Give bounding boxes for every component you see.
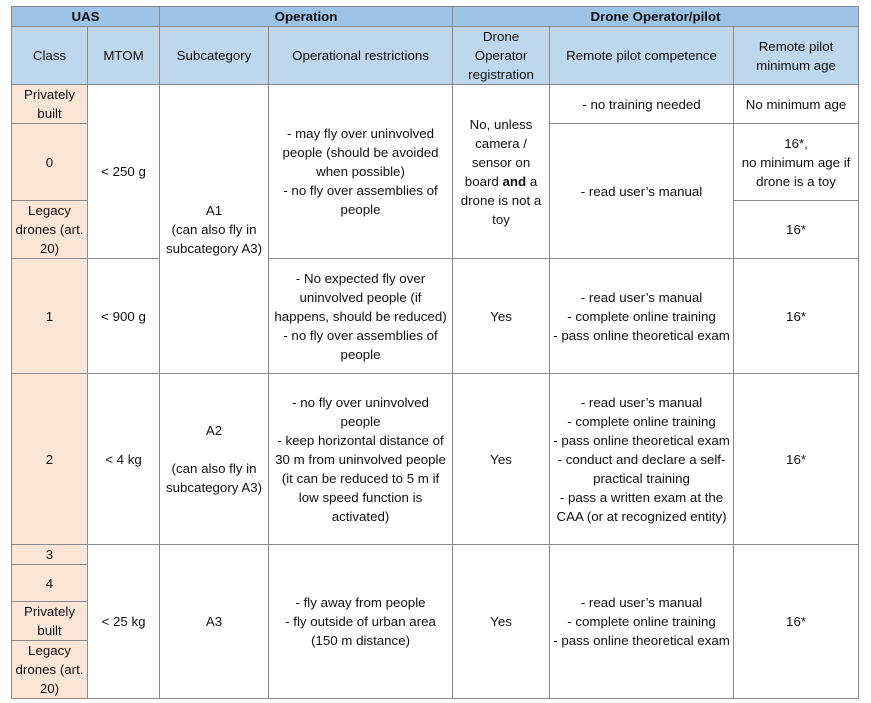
registration-cell-c2: Yes	[453, 374, 550, 545]
mtom-cell-900g: < 900 g	[88, 259, 160, 374]
min-age-cell-c2: 16*	[734, 374, 859, 545]
restriction-line: - No expected fly over uninvolved people (if happens, should be reduced)	[274, 270, 447, 324]
competence-line: - pass online theoretical exam	[553, 633, 730, 648]
header-restrictions: Operational restrictions	[269, 27, 453, 85]
min-age-cell-c0	[734, 124, 859, 201]
competence-line: - read user’s manual	[580, 289, 703, 305]
class-cell-legacy-2: Legacy drones (art. 20)	[12, 641, 88, 699]
registration-bold: and	[502, 173, 527, 189]
restriction-line: - no fly over assemblies of people	[283, 183, 438, 217]
competence-line: - pass online theoretical exam	[553, 432, 730, 448]
competence-line: - conduct and declare a self-practical training	[557, 451, 726, 486]
competence-line: - pass a written exam at the CAA (or at recognized entity)	[556, 489, 727, 524]
subcategory-cell-a3: A3	[160, 545, 269, 699]
competence-line: - pass online theoretical exam	[553, 327, 730, 343]
class-cell-3: 3	[12, 545, 88, 565]
mtom-cell-25kg: < 25 kg	[88, 545, 160, 699]
subcategory-cell-a2	[160, 374, 269, 545]
restriction-line: - no fly over uninvolved people	[292, 394, 429, 429]
group-header-operation: Operation	[160, 7, 453, 27]
class-cell-0: 0	[12, 124, 88, 201]
header-mtom: MTOM	[88, 27, 160, 85]
header-competence: Remote pilot competence	[550, 27, 734, 85]
competence-line: - read user’s manual	[580, 595, 703, 610]
restrictions-cell-a1-c1	[269, 259, 453, 374]
registration-text: a drone is not a toy	[460, 173, 542, 227]
restrictions-cell-a1-small	[269, 85, 453, 259]
competence-line: - complete online training	[567, 308, 716, 324]
header-registration: Drone Operator registration	[453, 27, 550, 85]
competence-line: - complete online training	[567, 614, 716, 629]
mtom-cell-250g: < 250 g	[88, 85, 160, 259]
competence-line: - complete online training	[567, 413, 716, 429]
competence-cell-c1	[550, 259, 734, 374]
competence-cell-c2	[550, 374, 734, 545]
min-age-cell-c3: 16*	[734, 545, 859, 699]
min-age-cell-privately-built: No minimum age	[734, 85, 859, 124]
class-cell-4: 4	[12, 565, 88, 602]
restrictions-cell-a3	[269, 545, 453, 699]
registration-cell-small	[453, 85, 550, 259]
class-cell-privately-built-2: Privately built	[12, 602, 88, 641]
restriction-line: - fly away from people	[295, 595, 426, 610]
min-age-line: 16*,	[784, 135, 808, 151]
subcategory-note: (can also fly in subcategory A3)	[165, 221, 263, 256]
subcategory-cell-a1	[160, 85, 269, 374]
header-class: Class	[12, 27, 88, 85]
restriction-line: - fly outside of urban area (150 m distance)	[285, 614, 436, 648]
subcategory-label: A2	[205, 423, 223, 438]
restriction-line: - keep horizontal distance of 30 m from uninvolved people	[275, 432, 446, 467]
registration-cell-c3: Yes	[453, 545, 550, 699]
class-cell-1: 1	[12, 259, 88, 374]
competence-cell-c3	[550, 545, 734, 699]
competence-cell-c0: - read user’s manual	[550, 124, 734, 259]
class-cell-2: 2	[12, 374, 88, 545]
header-subcategory: Subcategory	[160, 27, 269, 85]
uas-regulation-table	[11, 6, 859, 699]
subcategory-note: (can also fly in subcategory A3)	[165, 461, 263, 495]
competence-cell-privately-built: - no training needed	[550, 85, 734, 124]
class-cell-privately-built: Privately built	[12, 85, 88, 124]
group-header-operator: Drone Operator/pilot	[453, 7, 859, 27]
min-age-line: no minimum age if drone is a toy	[741, 154, 851, 189]
restriction-line: (it can be reduced to 5 m if low speed function is activated)	[281, 470, 440, 524]
competence-line: - read user’s manual	[580, 394, 703, 410]
header-min-age: Remote pilot minimum age	[734, 27, 859, 85]
restrictions-cell-a2	[269, 374, 453, 545]
mtom-cell-4kg: < 4 kg	[88, 374, 160, 545]
registration-cell-c1: Yes	[453, 259, 550, 374]
restriction-line: - no fly over assemblies of people	[283, 327, 438, 362]
group-header-uas: UAS	[12, 7, 160, 27]
restriction-line: - may fly over uninvolved people (should be avoided when possible)	[282, 126, 439, 179]
min-age-cell-legacy: 16*	[734, 201, 859, 259]
registration-text: No, unless camera / sensor on board	[464, 116, 533, 189]
class-cell-legacy: Legacy drones (art. 20)	[12, 201, 88, 259]
min-age-cell-c1: 16*	[734, 259, 859, 374]
subcategory-label: A1	[205, 202, 223, 218]
